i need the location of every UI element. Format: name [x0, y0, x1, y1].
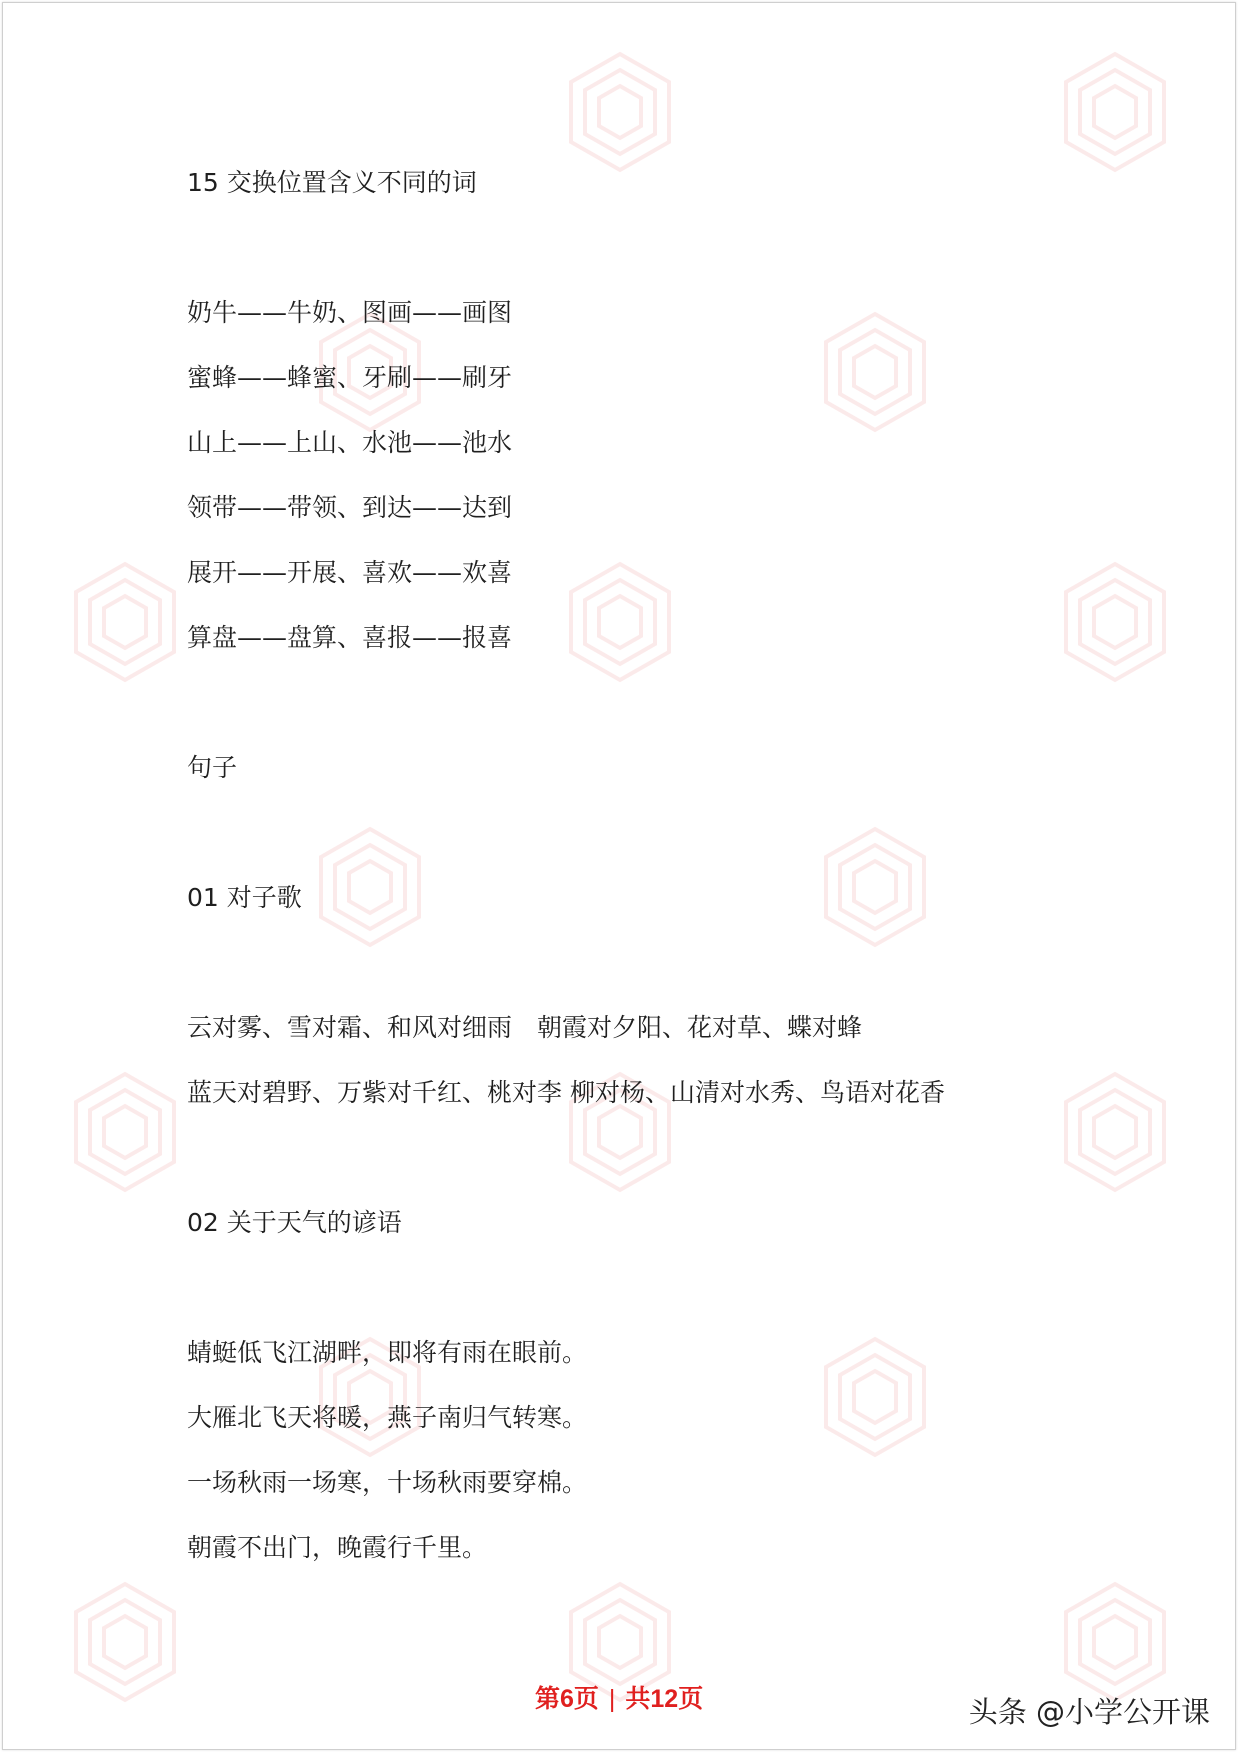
section-heading-02: 02 关于天气的谚语 — [187, 1208, 402, 1237]
word-pair-line: 奶牛——牛奶、图画——画图 — [187, 298, 513, 327]
section-heading-01: 01 对子歌 — [187, 883, 302, 912]
word-pair-line: 山上——上山、水池——池水 — [187, 428, 513, 457]
couplet-line: 云对雾、雪对霜、和风对细雨 朝霞对夕阳、花对草、蝶对蜂 — [187, 1013, 863, 1042]
word-pair-line: 领带——带领、到达——达到 — [187, 493, 513, 522]
section-heading-sentences: 句子 — [187, 753, 238, 782]
page-indicator — [535, 1679, 703, 1715]
proverb-line: 蜻蜓低飞江湖畔，即将有雨在眼前。 — [187, 1338, 588, 1367]
word-pair-line: 算盘——盘算、喜报——报喜 — [187, 623, 513, 652]
proverb-line: 朝霞不出门，晚霞行千里。 — [187, 1533, 488, 1562]
proverb-line: 大雁北飞天将暖，燕子南归气转寒。 — [187, 1403, 588, 1432]
current-page: 第6页 — [535, 1685, 599, 1713]
source-watermark-text: 头条 @小学公开课 — [968, 1695, 1210, 1729]
proverb-line: 一场秋雨一场寒，十场秋雨要穿棉。 — [187, 1468, 588, 1497]
section-heading-15: 15 交换位置含义不同的词 — [187, 168, 477, 197]
total-pages: 共12页 — [625, 1685, 704, 1713]
couplet-line: 蓝天对碧野、万紫对千红、桃对李 柳对杨、山清对水秀、鸟语对花香 — [187, 1078, 945, 1107]
word-pair-line: 蜜蜂——蜂蜜、牙刷——刷牙 — [187, 363, 513, 392]
word-pair-line: 展开——开展、喜欢——欢喜 — [187, 558, 513, 587]
page-separator: | — [608, 1685, 616, 1713]
